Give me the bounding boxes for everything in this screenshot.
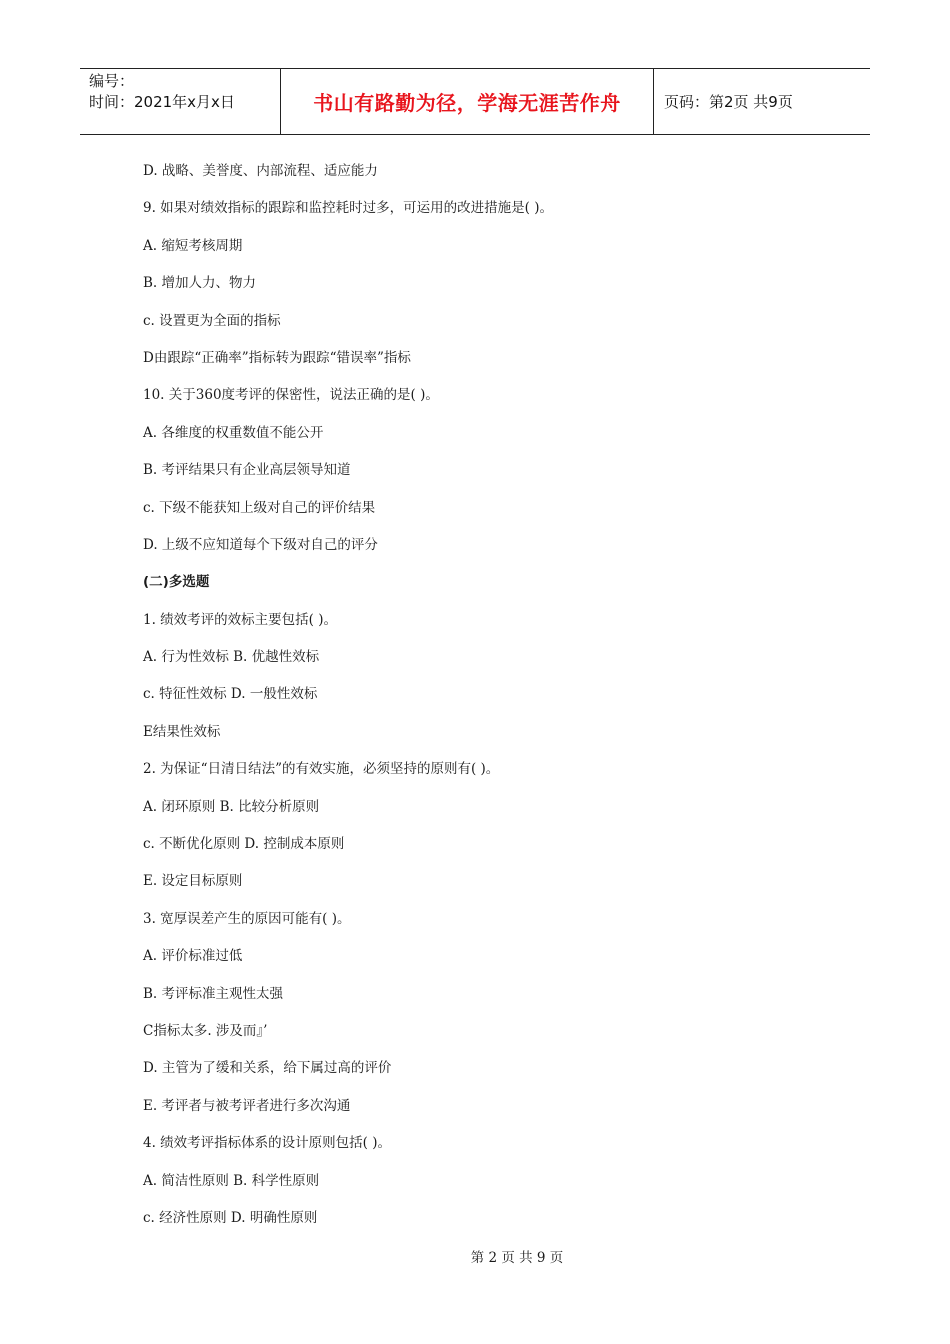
footer-page-number: 第 2 页 共 9 页 <box>470 1250 564 1266</box>
text-line: c. 下级不能获知上级对自己的评价结果 <box>143 499 376 516</box>
text-line: 9. 如果对绩效指标的跟踪和监控耗时过多，可运用的改进措施是( )。 <box>143 200 553 217</box>
text-line: D. 主管为了缓和关系，给下属过高的评价 <box>143 1060 392 1077</box>
text-line: E. 考评者与被考评者进行多次沟通 <box>143 1097 351 1114</box>
text-line: B. 考评标准主观性太强 <box>143 985 284 1002</box>
motto-cell <box>281 69 654 134</box>
text-line: A. 评价标准过低 <box>143 948 243 965</box>
text-line: C指标太多. 涉及而』’ <box>143 1022 268 1039</box>
text-line: 2. 为保证“日清日结法”的有效实施，必须坚持的原则有( )。 <box>143 761 500 778</box>
text-line: 3. 宽厚误差产生的原因可能有( )。 <box>143 910 351 927</box>
motto-text: 书山有路勤为径，学海无涯苦作舟 <box>313 91 621 115</box>
time-label: 时间：2021年x月x日 <box>89 93 235 111</box>
text-line: c. 特征性效标 D. 一般性效标 <box>143 686 318 703</box>
text-line: E结果性效标 <box>143 723 221 740</box>
page-number-cell <box>654 69 870 134</box>
text-line: 10. 关于360度考评的保密性，说法正确的是( )。 <box>143 387 439 404</box>
page-footer <box>0 1246 950 1266</box>
text-line: D. 战略、美誉度、内部流程、适应能力 <box>143 163 378 179</box>
text-line: 1. 绩效考评的效标主要包括( )。 <box>143 611 337 628</box>
text-line: A. 各维度的权重数值不能公开 <box>143 424 324 441</box>
text-line: c. 设置更为全面的指标 <box>143 312 281 329</box>
page-number-label: 页码：第2页 共9页 <box>664 93 793 111</box>
text-line: D. 上级不应知道每个下级对自己的评分 <box>143 536 378 553</box>
number-label: 编号： <box>89 72 135 90</box>
section-heading: (二)多选题 <box>143 574 210 591</box>
document-body <box>143 160 843 1244</box>
text-line: D由跟踪“正确率”指标转为跟踪“错误率”指标 <box>143 349 411 366</box>
text-line: A. 闭环原则 B. 比较分析原则 <box>143 798 320 815</box>
text-line: c. 不断优化原则 D. 控制成本原则 <box>143 836 345 853</box>
text-line: A. 简洁性原则 B. 科学性原则 <box>143 1172 320 1189</box>
text-line: c. 经济性原则 D. 明确性原则 <box>143 1209 318 1226</box>
text-line: B. 考评结果只有企业高层领导知道 <box>143 462 351 479</box>
page-header <box>80 68 870 135</box>
text-line: A. 缩短考核周期 <box>143 237 243 254</box>
text-line: B. 增加人力、物力 <box>143 275 257 292</box>
text-line: E. 设定目标原则 <box>143 873 243 890</box>
text-line: A. 行为性效标 B. 优越性效标 <box>143 649 320 666</box>
text-line: 4. 绩效考评指标体系的设计原则包括( )。 <box>143 1135 391 1152</box>
header-info-cell <box>80 69 281 134</box>
